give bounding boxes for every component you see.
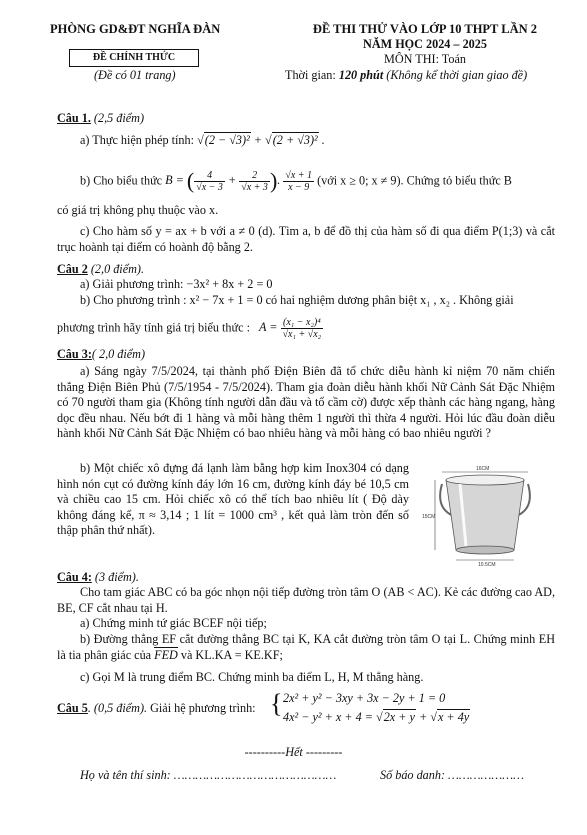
q2-b-expression: A = $\frac{\text{(x₁ − x₂)⁴}}{\text{√x₁ + √x₂}}$ <box>259 317 322 340</box>
q1-b-expression: B = ( $\frac{4}{√x - 3}$ + $\frac{2}{√x + 3}$ ). $\frac{√x + 1}{x - 9}$ <box>165 168 313 194</box>
q1-a-expression: √(2 − √3)² + √(2 + √3)² . <box>197 133 325 147</box>
q2-heading-line <box>57 262 144 277</box>
time-value: 120 phút <box>338 68 384 82</box>
q1-a <box>80 133 325 148</box>
q4-heading-line <box>57 570 139 585</box>
q4-b-text-1: b) Đường thẳng EF cắt đường thẳng BC tại K, KA cắt đường tròn tâm O tại L. Chứng minh EH là tia phân giác của <box>57 632 555 662</box>
q3-b: b) Một chiếc xô đựng đá lạnh làm bằng hợp kim Inox304 có dạng hình nón cụt có đường kính đáy lớn 16 cm, đường kính đáy bé 10,5 cm và chiều cao 15 cm. Hỏi chiếc xô có thể tích bao nhiêu lít ( Độ dày không đáng kể, π ≈ 3,14 ; 1 lít = 1000 cm³ , kết quả làm tròn đến số thập phân thứ nhất). <box>57 461 409 537</box>
candidate-name-label: Họ và tên thí sinh: ……………………………………… <box>80 768 337 782</box>
q4-b <box>57 632 555 663</box>
q5-heading: Câu 5 <box>57 701 88 715</box>
q3-heading-line <box>57 347 145 362</box>
q4-b-text-2: và KL.KA = KE.KF; <box>177 647 283 662</box>
q2-points: (2,0 điểm). <box>87 262 145 276</box>
q1-heading: Câu 1. <box>57 111 91 125</box>
time-prefix: Thời gian: <box>285 68 339 82</box>
q1-b-intro: b) Cho biểu thức <box>80 173 166 188</box>
figure-bucket-base <box>456 546 514 554</box>
q5-eq2: 4x² − y² + x + 4 = √2x + y + √x + 4y <box>283 710 470 724</box>
q2-b: b) Cho phương trình : x² − 7x + 1 = 0 có hai nghiệm dương phân biệt x₁ , x₂ . Không giải <box>80 293 514 307</box>
q4-c: c) Gọi M là trung điểm BC. Chứng minh ba điểm L, H, M thẳng hàng. <box>80 670 424 684</box>
figure-bucket-body <box>446 480 524 550</box>
exam-title: ĐỀ THI THỬ VÀO LỚP 10 THPT LẦN 2 <box>312 22 538 36</box>
q5-eq2-root2: x + 4y <box>437 710 470 724</box>
q1-a-text: a) Thực hiện phép tính: <box>80 133 198 147</box>
q5-line <box>57 701 256 716</box>
q4-b-angle: FED <box>154 647 178 662</box>
q5-eq2-left: 4x² − y² + x + 4 = <box>283 710 376 724</box>
figure-top-label: 16CM <box>476 466 490 472</box>
q3-heading: Câu 3: <box>57 347 92 361</box>
candidate-number-label: Số báo danh: ………………… <box>380 768 524 782</box>
q3-a: a) Sáng ngày 7/5/2024, tại thành phố Điện Biên đã tổ chức diễu hành kỉ niệm 70 năm chiến thắng Điện Biên Phủ (7/5/1954 - 7/5/2024). Tham gia đoàn diễu hành khối Nữ Cảnh Sát Đặc Nhiệm có 70 người tham gia (Không tính người dẫn đầu và tổ cầm cờ) được xếp thành các hàng ngang, hàng dọc đều nhau. Nếu bớt đi 1 hàng và mỗi hàng thêm 1 người thì thừa 4 người. Hỏi lúc đầu đoàn diễu hành khối Nữ Cảnh Sát Đặc Nhiệm có bao nhiêu hàng và mỗi hàng có bao nhiêu người ? <box>57 364 555 440</box>
q2-a: a) Giải phương trình: −3x² + 8x + 2 = 0 <box>80 277 273 291</box>
q5-points: . (0,5 điểm). <box>87 701 148 715</box>
pages-note: (Đề có 01 trang) <box>94 68 176 82</box>
q4-heading: Câu 4: <box>57 570 92 584</box>
q5-text: Giải hệ phương trình: <box>147 701 256 715</box>
q2-heading: Câu 2 <box>57 262 88 276</box>
q1-points: (2,5 điểm) <box>90 111 145 125</box>
q1-b <box>80 170 512 193</box>
school-year: NĂM HỌC 2024 – 2025 <box>363 37 487 51</box>
official-stamp: ĐỀ CHÍNH THỨC <box>69 49 199 67</box>
q4-a: a) Chứng minh tứ giác BCEF nội tiếp; <box>80 616 267 630</box>
q1-b-condition: (với x ≥ 0; x ≠ 9). Chứng tỏ biểu thức B <box>317 173 512 188</box>
subject <box>275 52 575 67</box>
q2-b-cont-line <box>57 317 323 340</box>
q1-c: c) Cho hàm số y = ax + b với a ≠ 0 (d). Tìm a, b để đồ thị của hàm số đi qua điểm P(1;3) và cắt trục hoành tại điểm có hoành độ bằng 2. <box>57 224 555 254</box>
ice-bucket-figure <box>420 462 550 570</box>
figure-bucket-rim <box>446 475 524 485</box>
q2-b-continuation: phương trình hãy tính giá trị biểu thức : <box>57 320 250 335</box>
subject-label: MÔN THI: Toán <box>384 52 466 66</box>
time-line <box>285 68 527 83</box>
q4-points: (3 điểm). <box>91 570 139 584</box>
department-name: PHÒNG GD&ĐT NGHĨA ĐÀN <box>50 22 221 36</box>
q5-eq2-plus: + <box>415 710 431 724</box>
q5-system-brace: { <box>270 689 283 718</box>
time-note: (Không kể thời gian giao đề) <box>383 68 528 82</box>
figure-side-label: 15CM <box>422 514 436 520</box>
q5-eq1: 2x² + y² − 3xy + 3x − 2y + 1 = 0 <box>283 691 446 705</box>
q1-b-continuation: có giá trị không phụ thuộc vào x. <box>57 203 219 217</box>
q5-eq2-root1: 2x + y <box>383 710 415 724</box>
q1-heading-line <box>57 111 144 126</box>
q4-intro: Cho tam giác ABC có ba góc nhọn nội tiếp đường tròn tâm O (AB < AC). Kẻ các đường cao AD, BE, CF cắt nhau tại H. <box>57 585 555 615</box>
figure-bottom-label: 10.5CM <box>478 562 496 568</box>
end-marker: ----------Hết --------- <box>244 745 343 759</box>
q3-points: ( 2,0 điểm) <box>91 347 146 361</box>
